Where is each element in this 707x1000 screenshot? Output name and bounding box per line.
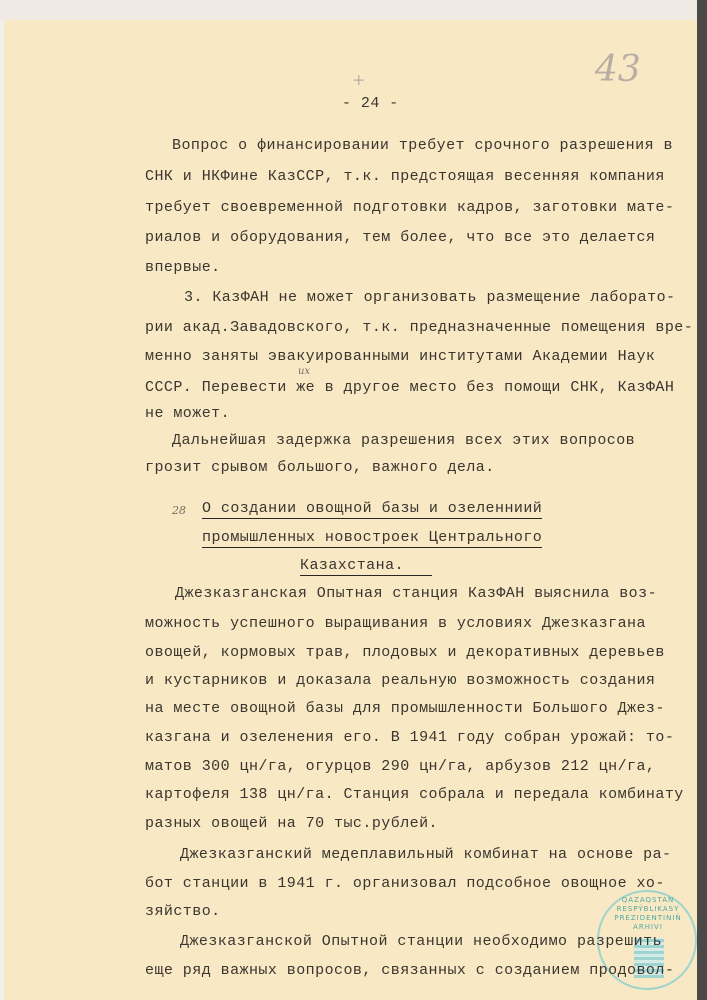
text-line: казгана и озеленения его. В 1941 году собран урожай: то- — [145, 729, 675, 746]
page-number: - 24 - — [342, 95, 399, 112]
scan-top-margin — [0, 0, 707, 20]
scan-edge — [697, 0, 707, 1000]
text-line: Джезказганский медеплавильный комбинат на основе ра- — [180, 846, 672, 863]
text-line: картофеля 138 цн/га. Станция собрала и передала комбинату — [145, 786, 684, 803]
section-number: 28 — [172, 504, 186, 517]
text-line: риалов и оборудования, тем более, что все это делается — [145, 229, 656, 246]
text-line: Джезказганской Опытной станции необходимо разрешить — [180, 933, 663, 950]
text-line: СНК и НКФине КазССР, т.к. предстоящая весенняя компания — [145, 168, 665, 185]
text-line: зяйство. — [145, 903, 221, 920]
text-line: и кустарников и доказала реальную возможность создания — [145, 672, 656, 689]
text-line: СССР. Перевести же в другое место без помощи СНК, КазФАН — [145, 379, 675, 396]
archive-stamp-text: QAZAQSTAN RESPÝBLIKASY PREZIDENTINIŃ ARHIVI — [614, 896, 682, 931]
section-heading: Казахстана. — [300, 557, 404, 574]
text-line: грозит срывом большого, важного дела. — [145, 459, 495, 476]
text-line: разных овощей на 70 тыс.рублей. — [145, 815, 438, 832]
section-heading: промышленных новостроек Центрального — [202, 529, 543, 546]
text-line: Джезказганская Опытная станция КазФАН выяснила воз- — [175, 585, 658, 602]
handwritten-insertion: их — [298, 366, 311, 377]
text-line: Дальнейшая задержка разрешения всех этих вопросов — [172, 432, 636, 449]
text-line: еще ряд важных вопросов, связанных с созданием продовол- — [145, 962, 675, 979]
text-line: матов 300 цн/га, огурцов 290 цн/га, арбузов 212 цн/га, — [145, 758, 656, 775]
text-line: Вопрос о финансировании требует срочного разрешения в — [172, 137, 673, 154]
archive-number: 43 — [595, 49, 641, 90]
text-line: 3. КазФАН не может организовать размещение лаборато- — [184, 289, 676, 306]
text-line: менно заняты эвакуированными институтами Академии Наук — [145, 348, 656, 365]
text-line: на месте овощной базы для промышленности Большого Джез- — [145, 700, 665, 717]
text-line: рии акад.Завадовского, т.к. предназначенные помещения вре- — [145, 319, 694, 336]
text-line: не может. — [145, 405, 231, 422]
section-heading: О создании овощной базы и озеленниий — [202, 500, 543, 517]
margin-mark: + — [352, 70, 366, 89]
text-line: овощей, кормовых трав, плодовых и декоративных деревьев — [145, 644, 665, 661]
text-line: бот станции в 1941 г. организовал подсобное овощное хо- — [145, 875, 665, 892]
text-line: можность успешного выращивания в условиях Джезказгана — [145, 615, 646, 632]
text-line: требует своевременной подготовки кадров, заготовки мате- — [145, 199, 675, 216]
text-line: впервые. — [145, 259, 221, 276]
